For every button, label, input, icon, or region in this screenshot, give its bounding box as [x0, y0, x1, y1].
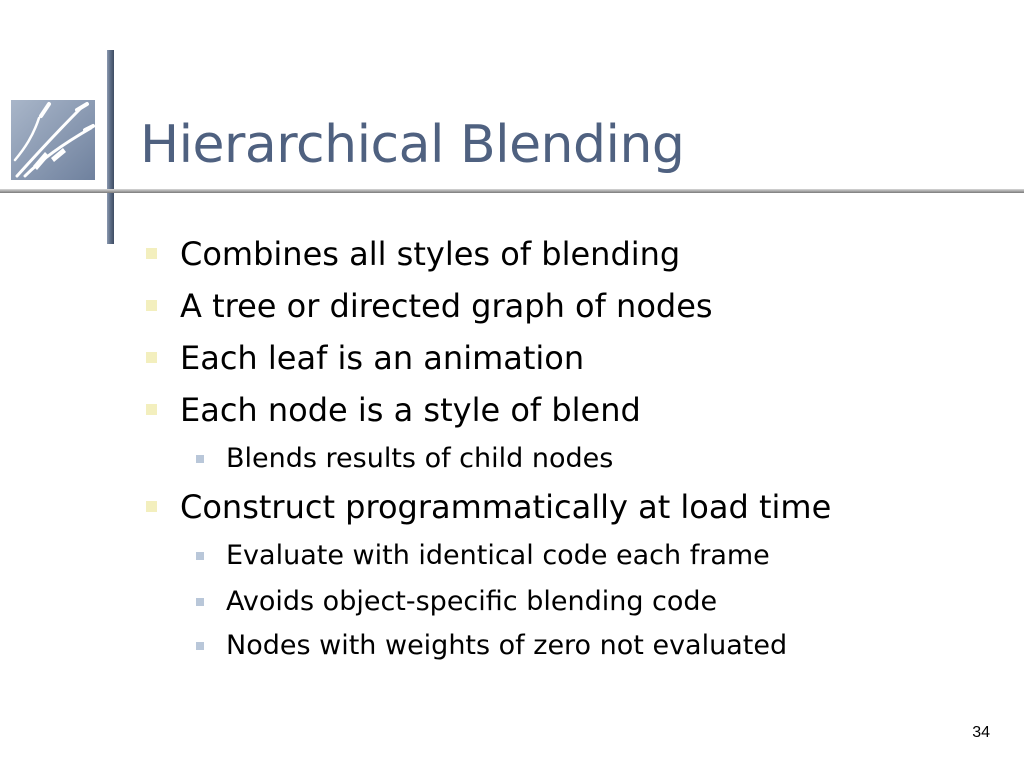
sub-bullet-text: Evaluate with identical code each frame [226, 540, 770, 571]
square-bullet-icon [146, 501, 157, 512]
bullet-text: Each leaf is an animation [180, 339, 585, 377]
sub-bullet-text: Blends results of child nodes [226, 443, 614, 474]
square-bullet-icon [146, 300, 157, 311]
square-sub-bullet-icon [196, 642, 204, 650]
square-bullet-icon [146, 404, 157, 415]
sub-bullet-text: Nodes with weights of zero not evaluated [226, 630, 788, 661]
sub-bullet-text: Avoids object-specific blending code [226, 586, 718, 617]
bullet-text: Combines all styles of blending [180, 235, 681, 273]
bullet-text: A tree or directed graph of nodes [180, 287, 713, 325]
bullet-text: Each node is a style of blend [180, 391, 641, 429]
square-sub-bullet-icon [196, 598, 204, 606]
square-sub-bullet-icon [196, 455, 204, 463]
page-number: 34 [972, 724, 990, 741]
bullet-text: Construct programmatically at load time [180, 488, 832, 526]
square-sub-bullet-icon [196, 552, 204, 560]
square-bullet-icon [146, 352, 157, 363]
square-bullet-icon [146, 248, 157, 259]
slide-title: Hierarchical Blending [140, 115, 685, 175]
